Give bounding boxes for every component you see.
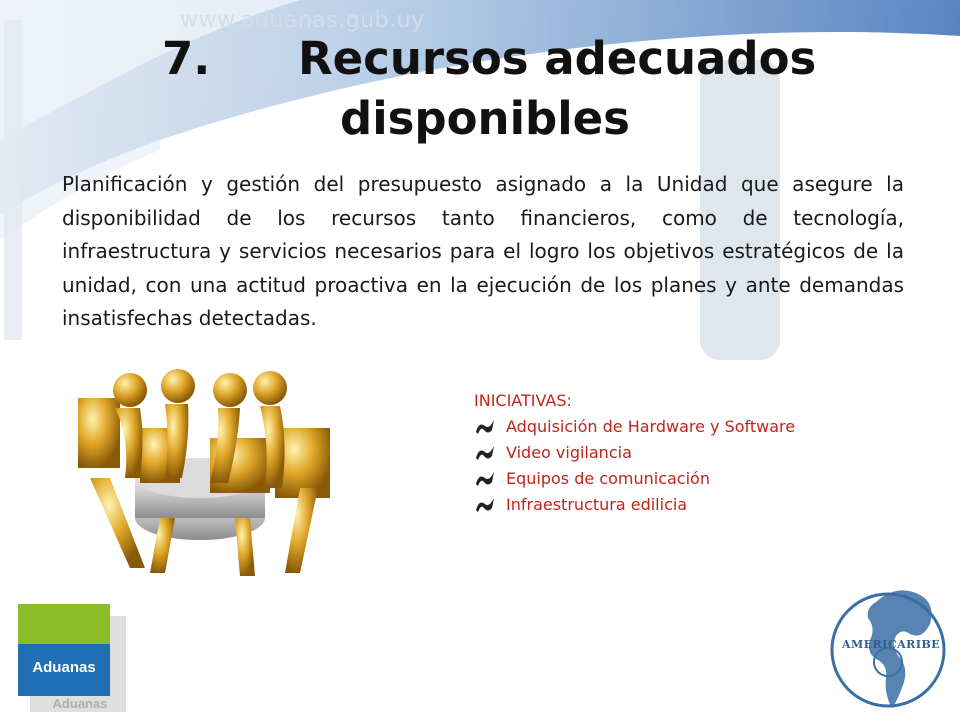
check-swoosh-icon bbox=[474, 470, 496, 488]
gold-figures-illustration bbox=[70, 368, 340, 583]
check-swoosh-icon bbox=[474, 496, 496, 514]
svg-text:Aduanas: Aduanas bbox=[52, 696, 108, 711]
title-line-1 bbox=[162, 30, 816, 88]
initiative-item-infrastructure bbox=[474, 492, 914, 518]
aduanas-logo-text: Aduanas bbox=[32, 659, 96, 676]
initiative-label: Video vigilancia bbox=[506, 443, 632, 462]
check-swoosh-icon bbox=[474, 444, 496, 462]
initiatives-block bbox=[474, 388, 914, 518]
initiatives-heading: INICIATIVAS: bbox=[474, 391, 572, 410]
initiative-label: Equipos de comunicación bbox=[506, 469, 710, 488]
watermark-vertical-graphic bbox=[0, 20, 34, 340]
initiative-item-video bbox=[474, 440, 914, 466]
initiative-item-communication bbox=[474, 466, 914, 492]
initiative-label: Adquisición de Hardware y Software bbox=[506, 417, 796, 436]
watermark-url: www.aduanas.gub.uy bbox=[180, 8, 425, 33]
aduanas-logo bbox=[18, 604, 128, 714]
check-swoosh-icon bbox=[474, 418, 496, 436]
title-number: 7. bbox=[162, 32, 211, 85]
initiative-label: Infraestructura edilicia bbox=[506, 495, 688, 514]
initiatives-list bbox=[474, 414, 914, 518]
body-paragraph: Planificación y gestión del presupuesto asignado a la Unidad que asegure la disponibilidad de los recursos tanto financieros, como de tecnología, infraestructura y servicios necesarios para el logro los objetivos estratégicos de la unidad, con una actitud proactiva en la ejecución de los planes y ante demandas insatisfechas detectadas. bbox=[62, 172, 904, 330]
americaribe-logo-text: AMERICARIBE bbox=[842, 638, 941, 651]
title-line-2: disponibles bbox=[340, 92, 630, 145]
initiative-item-hardware-software bbox=[474, 414, 914, 440]
title-text-1: Recursos adecuados bbox=[298, 32, 817, 85]
